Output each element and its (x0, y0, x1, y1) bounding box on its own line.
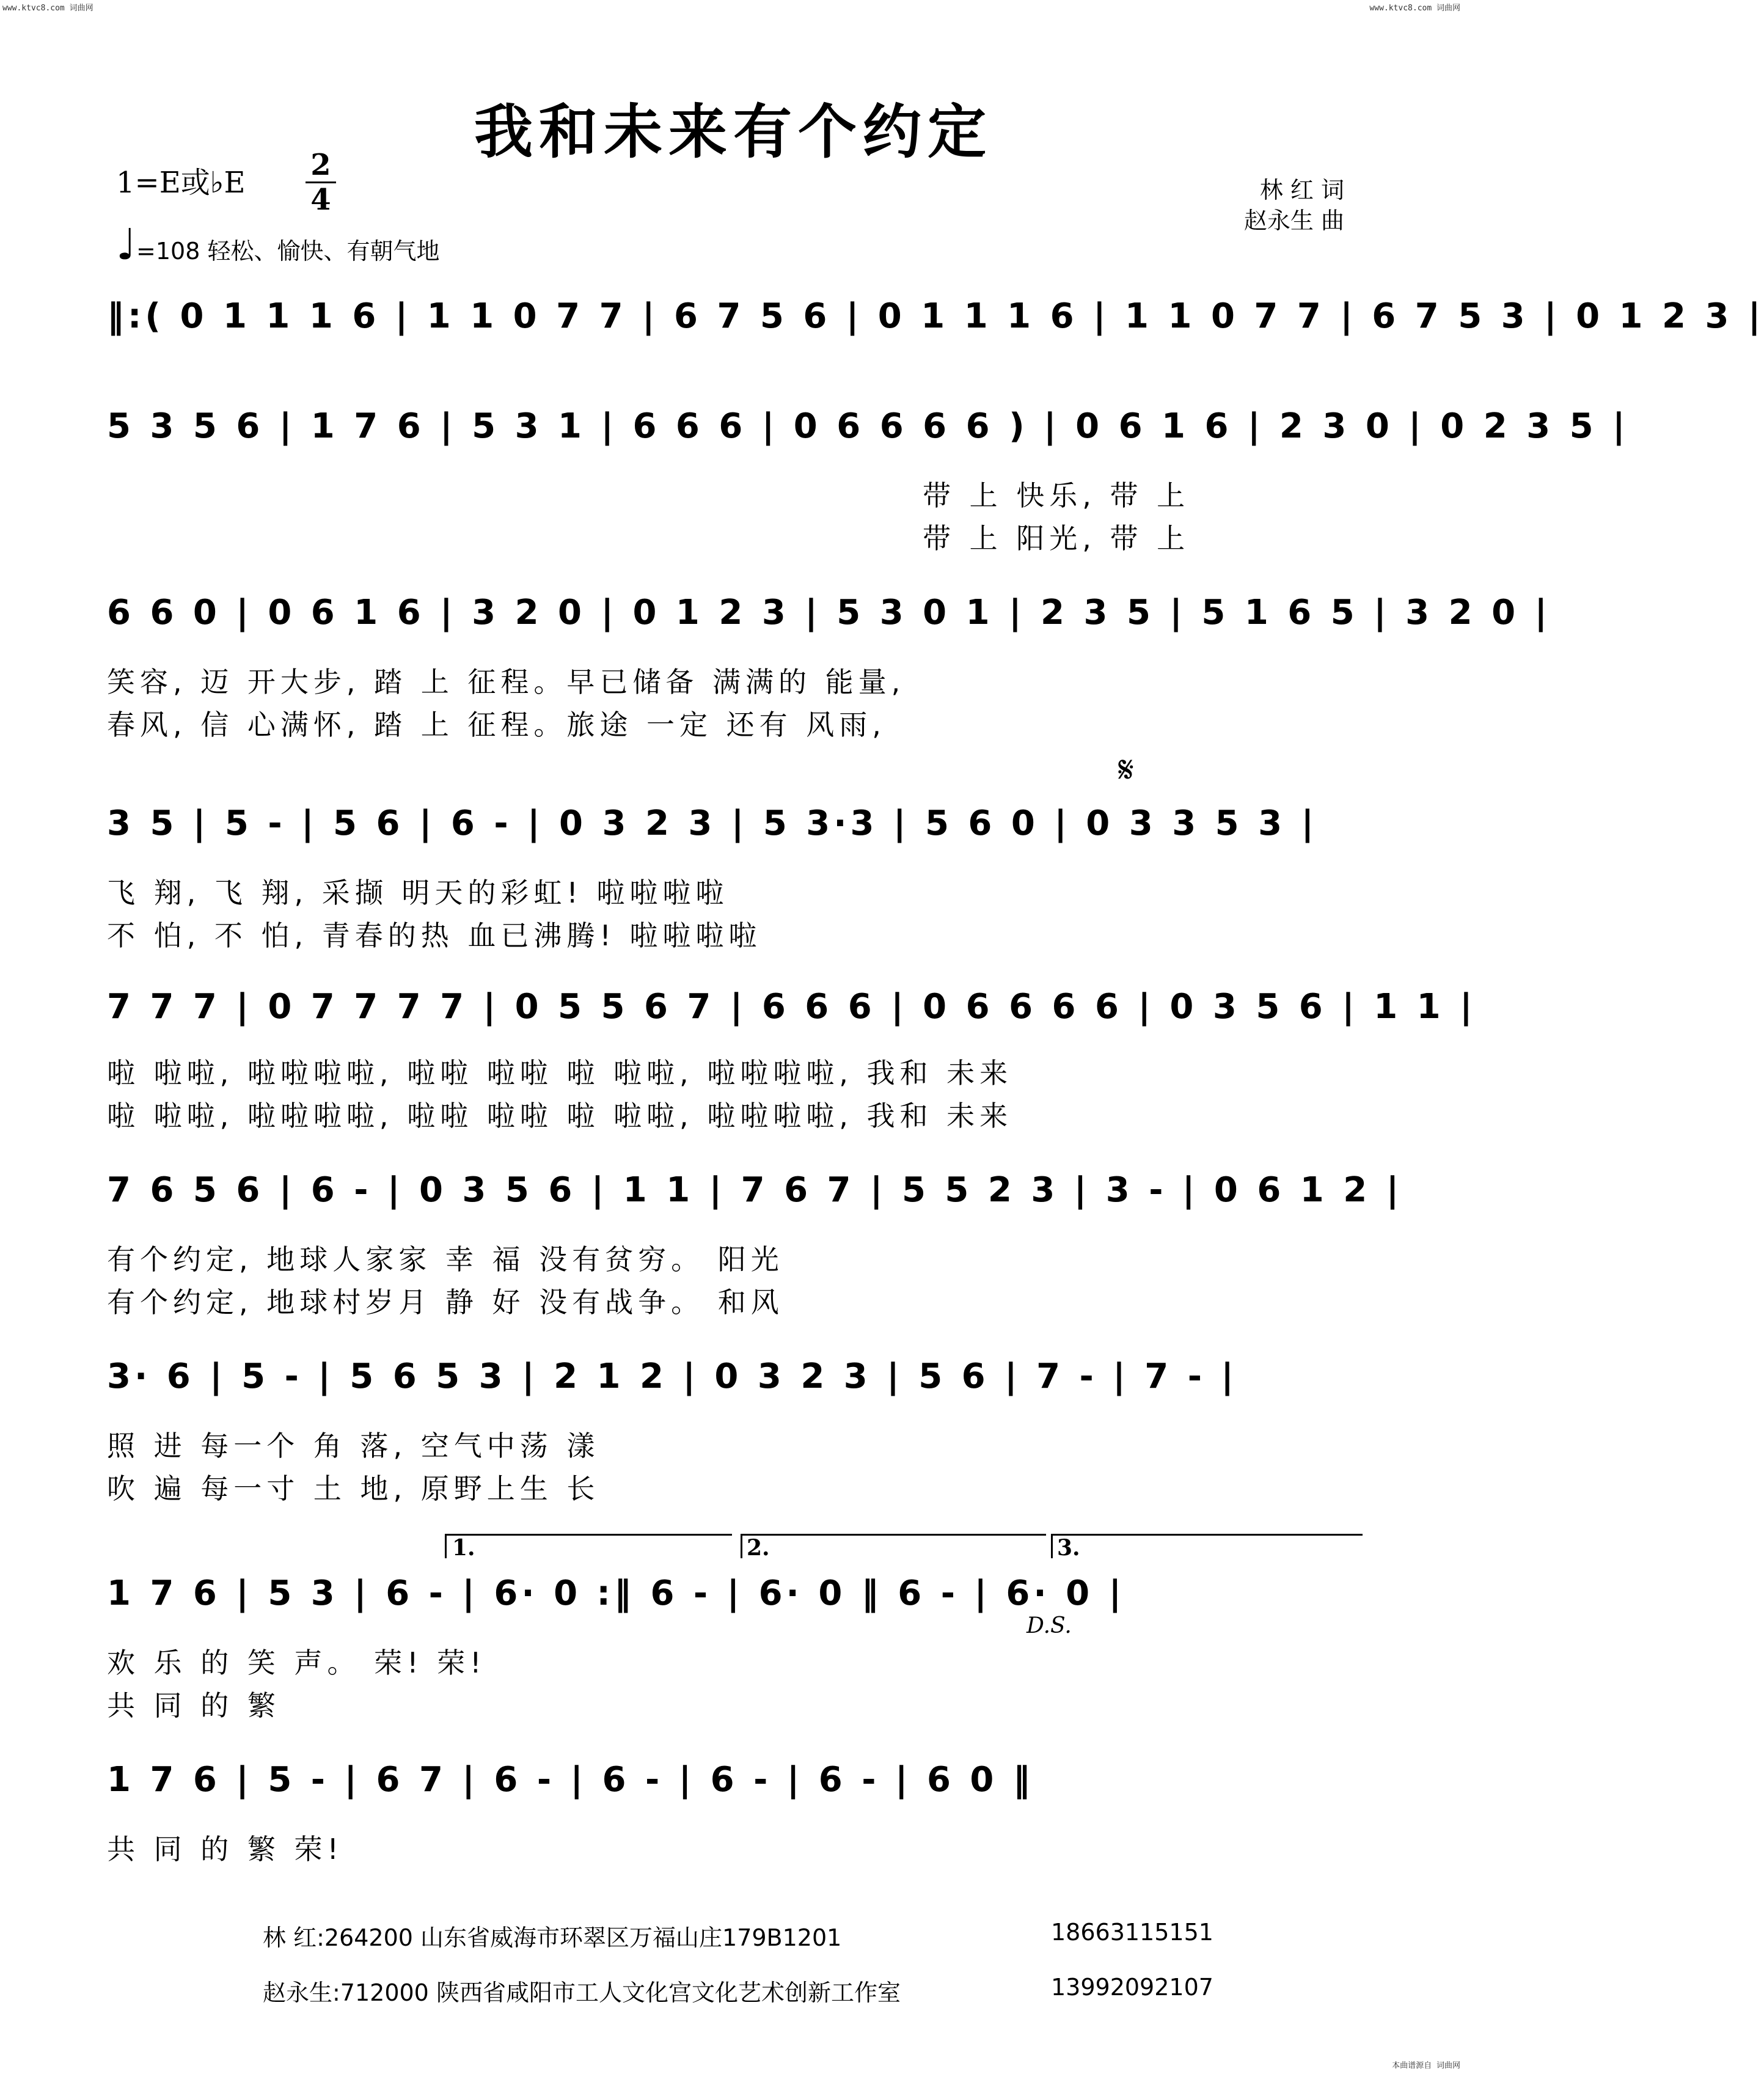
score-row-6-lyrics-1: 有个约定, 地球人家家 幸 福 没有贫穷。 阳光 (107, 1243, 784, 1276)
time-signature-bottom: 4 (310, 183, 331, 217)
score-row-5-lyrics-1: 啦 啦啦, 啦啦啦啦, 啦啦 啦啦 啦 啦啦, 啦啦啦啦, 我和 未来 (107, 1057, 1013, 1090)
volta-bracket-3-edge (1051, 1534, 1053, 1558)
volta-bracket-1 (445, 1534, 732, 1536)
segno-sign: 𝄋 (1118, 749, 1134, 791)
score-row-3-lyrics-2: 春风, 信 心满怀, 踏 上 征程。旅途 一定 还有 风雨, (107, 708, 886, 741)
volta-label-1: 1. (452, 1535, 475, 1561)
score-row-2-lyrics-1: 带 上 快乐, 带 上 (923, 479, 1190, 512)
score-row-9-lyrics-1: 共 同 的 繁 荣! (107, 1833, 343, 1866)
lyricist-credit: 林 红 词 (1259, 177, 1344, 203)
key-signature: 1=E或♭E (116, 166, 246, 200)
score-row-3-lyrics-1: 笑容, 迈 开大步, 踏 上 征程。早已储备 满满的 能量, (107, 665, 906, 698)
contact-composer: 赵永生:712000 陕西省咸阳市工人文化宫文化艺术创新工作室 (263, 1979, 901, 2006)
score-row-7-lyrics-2: 吹 遍 每一寸 土 地, 原野上生 长 (107, 1472, 600, 1505)
volta-bracket-2 (741, 1534, 1046, 1536)
ds-mark: D.S. (1027, 1613, 1072, 1638)
score-row-4-notes: 3 5 | 5 - | 5 6 | 6 - | 0 3 2 3 | 5 3·3 | 5 6 0 | 0 3 3 5 3 | (107, 804, 1318, 843)
time-signature (306, 150, 336, 215)
contact-lyricist: 林 红:264200 山东省威海市环翠区万福山庄179B1201 (263, 1924, 842, 1951)
quarter-note-icon: ♩ (116, 219, 137, 269)
volta-label-3: 3. (1057, 1535, 1080, 1561)
corner-watermark-bottom: 本曲谱源自 词曲网 (1392, 2061, 1460, 2070)
volta-bracket-1-edge (445, 1534, 447, 1558)
score-row-1-notes: ‖:( 0 1 1 1 6 | 1 1 0 7 7 | 6 7 5 6 | 0 1 1 1 6 | 1 1 0 7 7 | 6 7 5 3 | 0 1 2 3 | (107, 296, 1764, 336)
contact-lyricist-phone: 18663115151 (1051, 1919, 1213, 1946)
score-row-8-lyrics-2: 共 同 的 繁 (107, 1689, 280, 1722)
tempo-value: =108 (136, 238, 200, 265)
score-row-8-notes: 1 7 6 | 5 3 | 6 - | 6· 0 :‖ 6 - | 6· 0 ‖ 6 - | 6· 0 | (107, 1574, 1125, 1613)
score-row-2-lyrics-2: 带 上 阳光, 带 上 (923, 522, 1190, 555)
score-row-3-notes: 6 6 0 | 0 6 1 6 | 3 2 0 | 0 1 2 3 | 5 3 0 1 | 2 3 5 | 5 1 6 5 | 3 2 0 | (107, 593, 1551, 632)
score-row-4-lyrics-1: 飞 翔, 飞 翔, 采撷 明天的彩虹! 啦啦啦啦 (107, 876, 729, 909)
volta-bracket-2-edge (741, 1534, 742, 1558)
volta-bracket-3 (1051, 1534, 1363, 1536)
score-row-8-lyrics-1: 欢 乐 的 笑 声。 荣! 荣! (107, 1646, 486, 1679)
corner-watermark-left: www.ktvc8.com 词曲网 (2, 4, 93, 13)
composer-credit: 赵永生 曲 (1243, 207, 1344, 234)
time-signature-top: 2 (310, 148, 331, 182)
contact-composer-phone: 13992092107 (1051, 1974, 1213, 2001)
score-row-7-notes: 3· 6 | 5 - | 5 6 5 3 | 2 1 2 | 0 3 2 3 | 5 6 | 7 - | 7 - | (107, 1357, 1237, 1396)
score-row-7-lyrics-1: 照 进 每一个 角 落, 空气中荡 漾 (107, 1429, 600, 1462)
tempo-marking (116, 219, 440, 269)
score-row-6-notes: 7 6 5 6 | 6 - | 0 3 5 6 | 1 1 | 7 6 7 | 5 5 2 3 | 3 - | 0 6 1 2 | (107, 1170, 1403, 1210)
song-title: 我和未来有个约定 (474, 97, 992, 166)
corner-watermark-right: www.ktvc8.com 词曲网 (1369, 4, 1460, 13)
score-row-5-notes: 7 7 7 | 0 7 7 7 7 | 0 5 5 6 7 | 6 6 6 | 0 6 6 6 6 | 0 3 5 6 | 1 1 | (107, 987, 1476, 1027)
score-row-2-notes: 5 3 5 6 | 1 7 6 | 5 3 1 | 6 6 6 | 0 6 6 6 6 ) | 0 6 1 6 | 2 3 0 | 0 2 3 5 | (107, 406, 1629, 446)
volta-label-2: 2. (747, 1535, 770, 1561)
score-row-6-lyrics-2: 有个约定, 地球村岁月 静 好 没有战争。 和风 (107, 1286, 784, 1319)
score-row-4-lyrics-2: 不 怕, 不 怕, 青春的热 血已沸腾! 啦啦啦啦 (107, 919, 762, 952)
score-row-9-notes: 1 7 6 | 5 - | 6 7 | 6 - | 6 - | 6 - | 6 - | 6 0 ‖ (107, 1760, 1034, 1800)
tempo-expression: 轻松、愉快、有朝气地 (207, 238, 440, 265)
score-row-5-lyrics-2: 啦 啦啦, 啦啦啦啦, 啦啦 啦啦 啦 啦啦, 啦啦啦啦, 我和 未来 (107, 1099, 1013, 1132)
